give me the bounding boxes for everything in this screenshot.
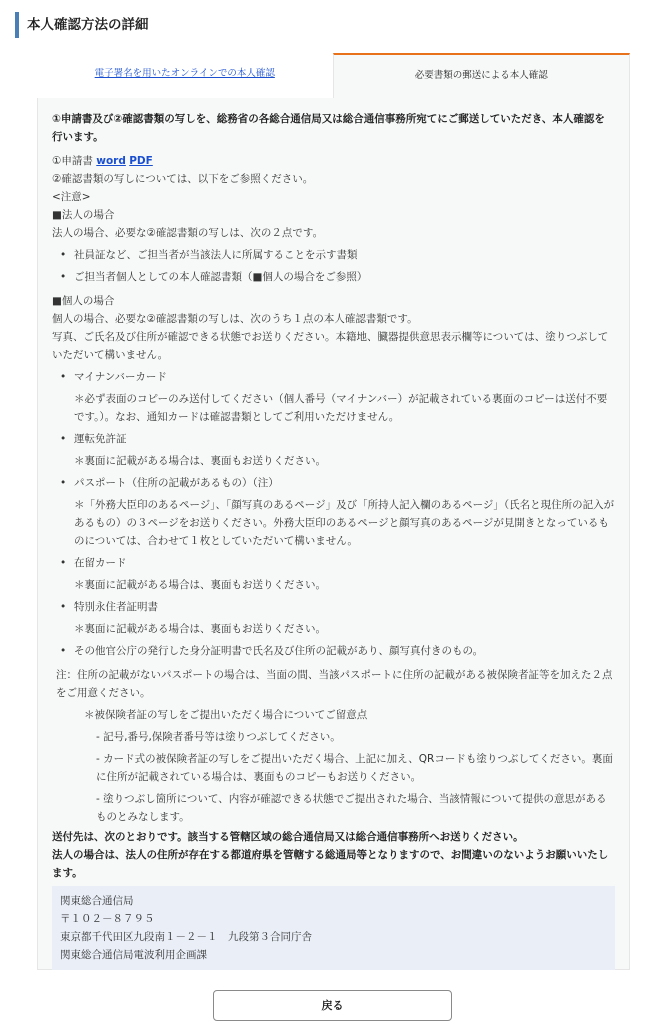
address-line: 〒１０２－８７９５ <box>60 913 155 925</box>
word-link[interactable]: word <box>96 155 126 167</box>
tab-online-verification[interactable]: 電子署名を用いたオンラインでの本人確認 <box>94 68 275 79</box>
application-line <box>52 152 615 170</box>
list-item: • ご担当者個人としての本人確認書類（■個人の場合をご参照） <box>52 268 615 286</box>
list-item-note: ＊裏面に記載がある場合は、裏面もお送りください。 <box>74 623 326 635</box>
individual-text-2: 写真、ご氏名及び住所が確認できる状態でお送りください。本籍地、臓器提供意思表示欄等については、塗りつぶしていただいて構いません。 <box>52 331 609 361</box>
list-item: • 社員証など、ご担当者が当該法人に所属することを示す書類 <box>52 246 615 264</box>
insurance-item: - カード式の被保険者証の写しをご提出いただく場合、上記に加え、QRコードも塗りつぶしてください。裏面に住所が記載されている場合は、裏面ものコピーもお送りください。 <box>96 753 613 783</box>
individual-heading: ■個人の場合 <box>52 295 115 307</box>
address-line: 東京都千代田区九段南１－２－１ 九段第３合同庁舎 <box>60 931 312 943</box>
send-corp-text: 法人の場合は、法人の住所が存在する都道府県を管轄する総通局等となりますので、お間違いのないようお願いいたします。 <box>52 849 609 879</box>
passport-note: 注：住所の記載がないパスポートの場合は、当面の間、当該パスポートに住所の記載がある被保険者証等を加えた２点をご用意ください。 <box>56 669 613 699</box>
list-item-note: ＊裏面に記載がある場合は、裏面もお送りください。 <box>74 579 326 591</box>
address-line: 関東総合通信局 <box>60 895 134 907</box>
insurance-heading: ＊被保険者証の写しをご提出いただく場合についてご留意点 <box>84 709 368 721</box>
address-line: 関東総合通信局電波利用企画課 <box>60 949 207 961</box>
corp-text: 法人の場合、必要な②確認書類の写しは、次の２点です。 <box>52 227 324 239</box>
application-label: ①申請書 <box>52 155 93 167</box>
corp-heading: ■法人の場合 <box>52 209 115 221</box>
insurance-item: - 塗りつぶし箇所について、内容が確認できる状態でご提出された場合、当該情報について提供の意思があるものとみなします。 <box>96 793 607 823</box>
list-item: • その他官公庁の発行した身分証明書で氏名及び住所の記載があり、顔写真付きのもの。 <box>52 642 615 660</box>
list-item: • 特別永住者証明書 <box>52 598 615 616</box>
list-item: • 運転免許証 <box>52 430 615 448</box>
docs-ref: ②確認書類の写しについては、以下をご参照ください。 <box>52 173 314 185</box>
intro-text: ①申請書及び②確認書類の写しを、総務省の各総合通信局又は総合通信事務所宛てにご郵送していただき、本人確認を行います。 <box>52 113 605 143</box>
list-item-note: ＊裏面に記載がある場合は、裏面もお送りください。 <box>74 455 326 467</box>
individual-text: 個人の場合、必要な②確認書類の写しは、次のうち１点の本人確認書類です。 <box>52 313 418 325</box>
tab-panel <box>37 98 630 970</box>
list-item-note: ＊「外務大臣印のあるページ」、「顔写真のあるページ」及び「所持人記入欄のあるページ」（氏名と現住所の記入があるもの）の３ページをお送りください。外務大臣印のあるページと顔写真のあるページが見開きとなっているものについては、合わせて１枚としていただいて構いません。 <box>74 499 615 547</box>
individual-list <box>52 368 615 660</box>
pdf-link[interactable]: PDF <box>129 155 153 167</box>
caution-label: <注意> <box>52 191 91 203</box>
list-item: • マイナンバーカード <box>52 368 615 386</box>
list-item: • 在留カード <box>52 554 615 572</box>
tab-mail-verification[interactable]: 必要書類の郵送による本人確認 <box>333 53 631 99</box>
tab-bar <box>37 53 630 99</box>
corp-list <box>52 246 615 286</box>
address-box <box>52 886 615 970</box>
insurance-item: - 記号,番号,保険者番号等は塗りつぶしてください。 <box>96 731 341 743</box>
send-to-text: 送付先は、次のとおりです。該当する管轄区域の総合通信局又は総合通信事務所へお送りください。 <box>52 831 524 843</box>
page-title: 本人確認方法の詳細 <box>15 12 149 38</box>
list-item-note: ＊必ず表面のコピーのみ送付してください（個人番号（マイナンバー）が記載されている裏面のコピーは送付不要です。）。なお、通知カードは確認書類としてご利用いただけません。 <box>74 393 608 423</box>
list-item: • パスポート（住所の記載があるもの）（注） <box>52 474 615 492</box>
back-button[interactable]: 戻る <box>213 990 452 1021</box>
